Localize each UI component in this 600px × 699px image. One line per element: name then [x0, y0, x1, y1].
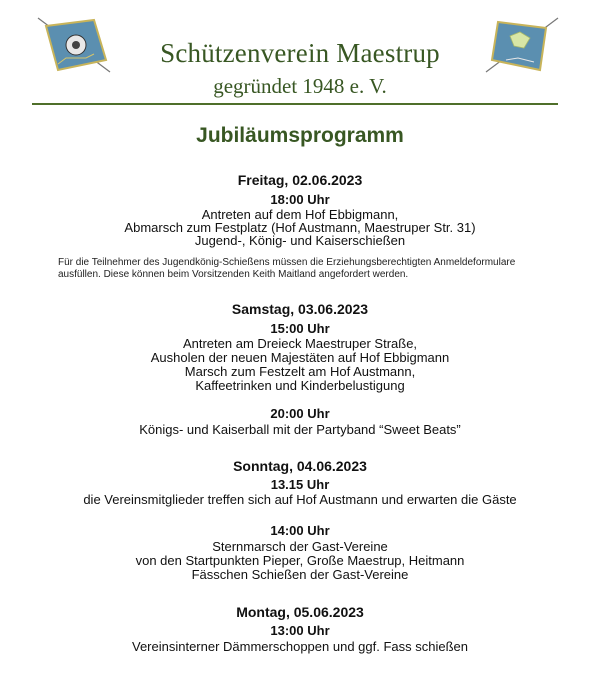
event-line: Antreten am Dreieck Maestruper Straße, — [182, 336, 418, 351]
event-line: Fässchen Schießen der Gast-Vereine — [191, 567, 409, 582]
page-title: Jubiläumsprogramm — [196, 124, 404, 147]
day-heading: Freitag, 02.06.2023 — [237, 172, 363, 188]
event-line: von den Startpunkten Pieper, Große Maestrup, Heitmann — [135, 553, 465, 568]
event-line: Ausholen der neuen Majestäten auf Hof Ebbigmann — [150, 350, 450, 365]
event-time: 15:00 Uhr — [270, 321, 330, 336]
registration-note: Für die Teilnehmer des Jugendkönig-Schießens müssen die Erziehungsberechtigten Anmeldeformulare ausfüllen. Diese können beim Vorsitzenden Keith Maitland angefordert werden. — [58, 257, 516, 280]
event-line: Marsch zum Festzelt am Hof Austmann, — [184, 364, 416, 379]
event-line: Abmarsch zum Festplatz (Hof Austmann, Maestruper Str. 31) — [124, 220, 476, 235]
club-name: Schützenverein Maestrup — [160, 38, 440, 68]
day-heading: Sonntag, 04.06.2023 — [233, 458, 367, 474]
event-time: 18:00 Uhr — [270, 192, 330, 207]
header-divider — [32, 103, 558, 105]
header — [0, 0, 600, 108]
event-time: 20:00 Uhr — [270, 406, 330, 421]
day-heading: Montag, 05.06.2023 — [236, 604, 364, 620]
event-line: die Vereinsmitglieder treffen sich auf Hof Austmann und erwarten die Gäste — [83, 492, 517, 507]
event-line: Kaffeetrinken und Kinderbelustigung — [195, 378, 405, 393]
event-line: Vereinsinterner Dämmerschoppen und ggf. Fass schießen — [131, 639, 468, 654]
event-time: 13:00 Uhr — [270, 623, 330, 638]
event-line: Königs- und Kaiserball mit der Partyband “Sweet Beats” — [139, 422, 461, 437]
event-time: 13.15 Uhr — [270, 477, 330, 492]
club-founded: gegründet 1948 e. V. — [213, 74, 387, 98]
event-time: 14:00 Uhr — [270, 523, 330, 538]
event-line: Antreten auf dem Hof Ebbigmann, — [201, 207, 399, 222]
event-line: Sternmarsch der Gast-Vereine — [212, 539, 388, 554]
event-line: Jugend-, König- und Kaiserschießen — [194, 233, 406, 248]
day-heading: Samstag, 03.06.2023 — [231, 301, 369, 317]
